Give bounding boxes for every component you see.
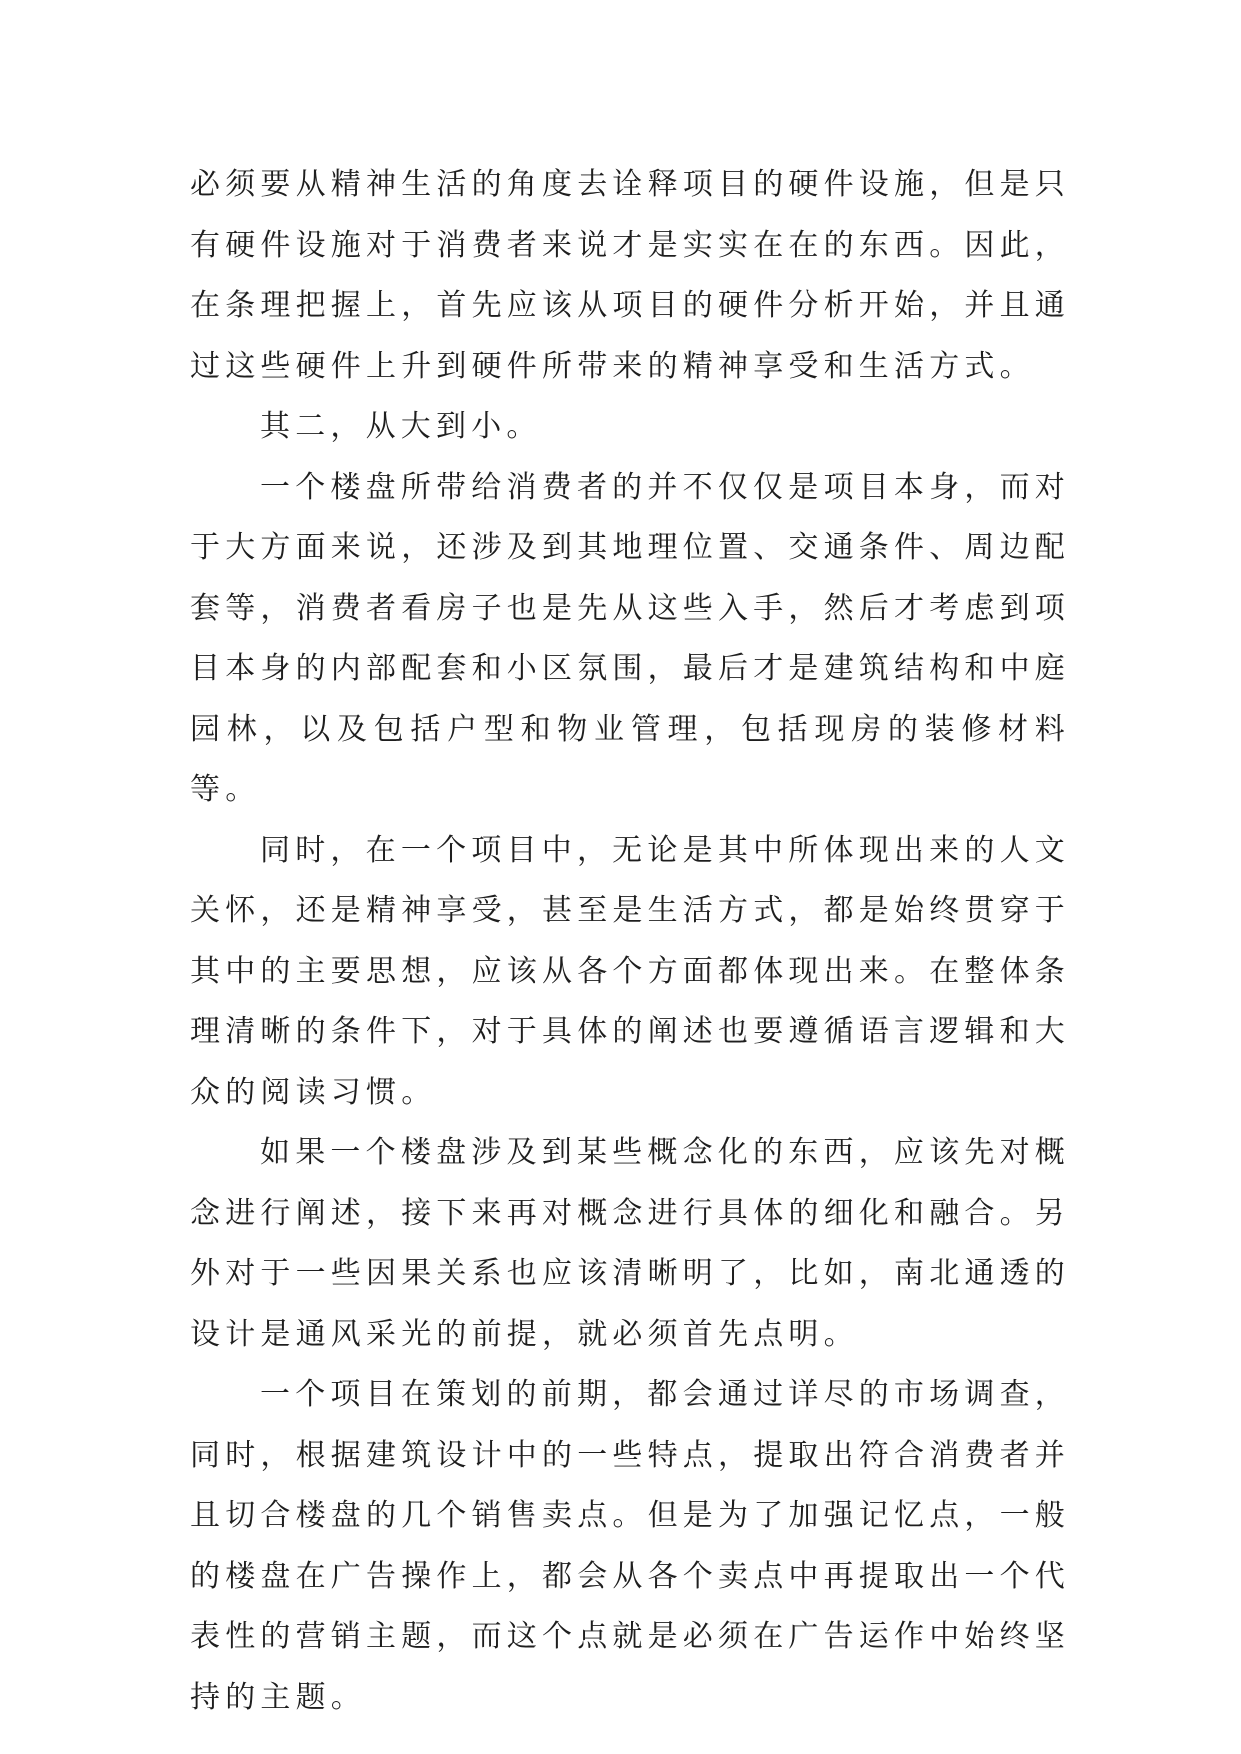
paragraph-6: 一个项目在策划的前期，都会通过详尽的市场调查，同时，根据建筑设计中的一些特点，提取出符合消费者并且切合楼盘的几个销售卖点。但是为了加强记忆点，一般的楼盘在广告操作上，都会从各个卖点中再提取出一个代表性的营销主题，而这个点就是必须在广告运作中始终坚持的主题。 bbox=[190, 1377, 1070, 1715]
paragraph-2: 其二，从大到小。 bbox=[260, 409, 542, 444]
paragraph-4: 同时，在一个项目中，无论是其中所体现出来的人文关怀，还是精神享受，甚至是生活方式，都是始终贯穿于其中的主要思想，应该从各个方面都体现出来。在整体条理清晰的条件下，对于具体的阐述也要遵循语言逻辑和大众的阅读习惯。 bbox=[190, 832, 1070, 1110]
document-body bbox=[190, 155, 1070, 1728]
paragraph-1: 必须要从精神生活的角度去诠释项目的硬件设施，但是只有硬件设施对于消费者来说才是实实在在的东西。因此，在条理把握上，首先应该从项目的硬件分析开始，并且通过这些硬件上升到硬件所带来的精神享受和生活方式。 bbox=[190, 167, 1070, 384]
paragraph-3: 一个楼盘所带给消费者的并不仅仅是项目本身，而对于大方面来说，还涉及到其地理位置、交通条件、周边配套等，消费者看房子也是先从这些入手，然后才考虑到项目本身的内部配套和小区氛围，最后才是建筑结构和中庭园林，以及包括户型和物业管理，包括现房的装修材料等。 bbox=[190, 469, 1070, 807]
paragraph-5: 如果一个楼盘涉及到某些概念化的东西，应该先对概念进行阐述，接下来再对概念进行具体的细化和融合。另外对于一些因果关系也应该清晰明了，比如，南北通透的设计是通风采光的前提，就必须首先点明。 bbox=[190, 1135, 1070, 1352]
